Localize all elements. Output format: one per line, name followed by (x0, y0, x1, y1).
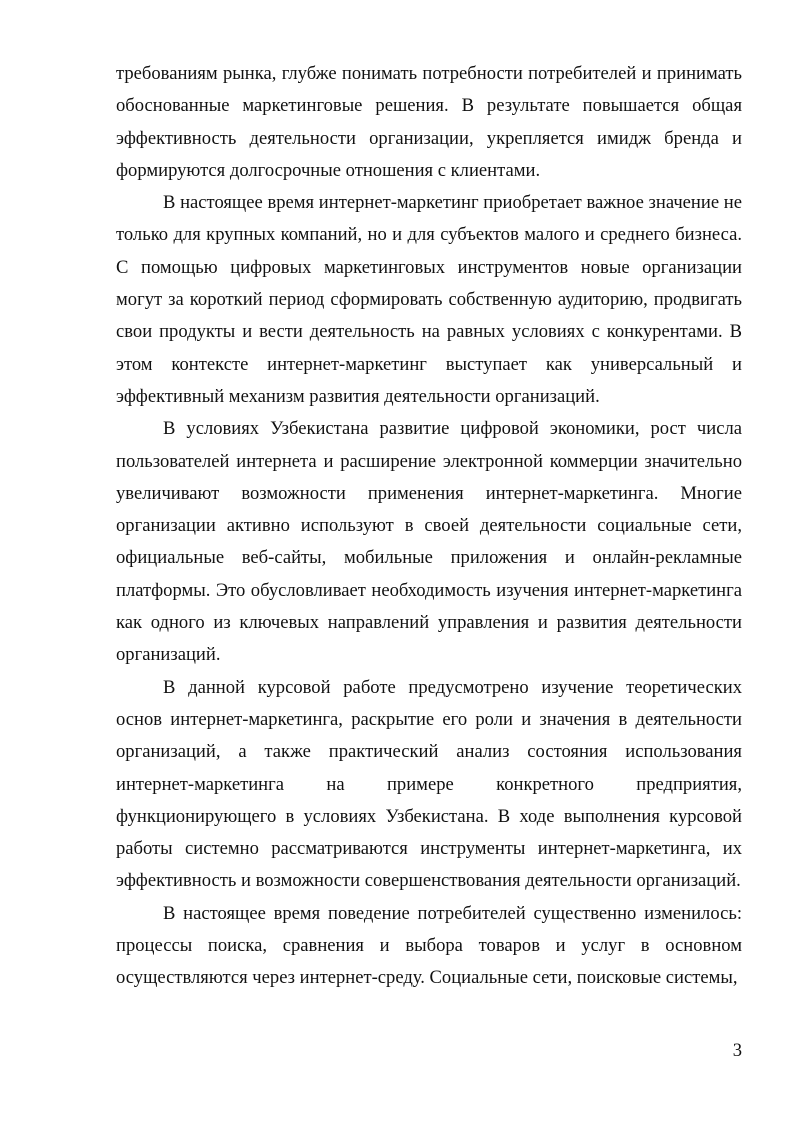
paragraph-3: В условиях Узбекистана развитие цифровой экономики, рост числа пользователей интернета и расширение электронной коммерции значительно увеличивают возможности применения интернет-маркетинга. Многие организации активно используют в своей деятельности социальные сети, официальные веб-сайты, мобильные приложения и онлайн-рекламные платформы. Это обусловливает необходимость изучения интернет-маркетинга как одного из ключевых направлений управления и развития деятельности организаций. (116, 418, 742, 666)
paragraph-1: требованиям рынка, глубже понимать потребности потребителей и принимать обоснованные маркетинговые решения. В результате повышается общая эффективность деятельности организации, укрепляется имидж бренда и формируются долгосрочные отношения с клиентами. (116, 63, 742, 181)
body-text (116, 58, 742, 995)
paragraph-4: В данной курсовой работе предусмотрено изучение теоретических основ интернет-маркетинга, раскрытие его роли и значения в деятельности организаций, а также практический анализ состояния использования интернет-маркетинга на примере конкретного предприятия, функционирующего в условиях Узбекистана. В ходе выполнения курсовой работы системно рассматриваются инструменты интернет-маркетинга, их эффективность и возможности совершенствования деятельности организаций. (116, 676, 742, 892)
paragraph-5: В настоящее время поведение потребителей существенно изменилось: процессы поиска, сравнения и выбора товаров и услуг в основном осуществляются через интернет-среду. Социальные сети, поисковые системы, (116, 902, 742, 989)
page-number: 3 (732, 1040, 742, 1061)
paragraph-2: В настоящее время интернет-маркетинг приобретает важное значение не только для крупных компаний, но и для субъектов малого и среднего бизнеса. С помощью цифровых маркетинговых инструментов новые организации могут за короткий период сформировать собственную аудиторию, продвигать свои продукты и вести деятельность на равных условиях с конкурентами. В этом контексте интернет-маркетинг выступает как универсальный и эффективный механизм развития деятельности организаций. (116, 192, 742, 407)
